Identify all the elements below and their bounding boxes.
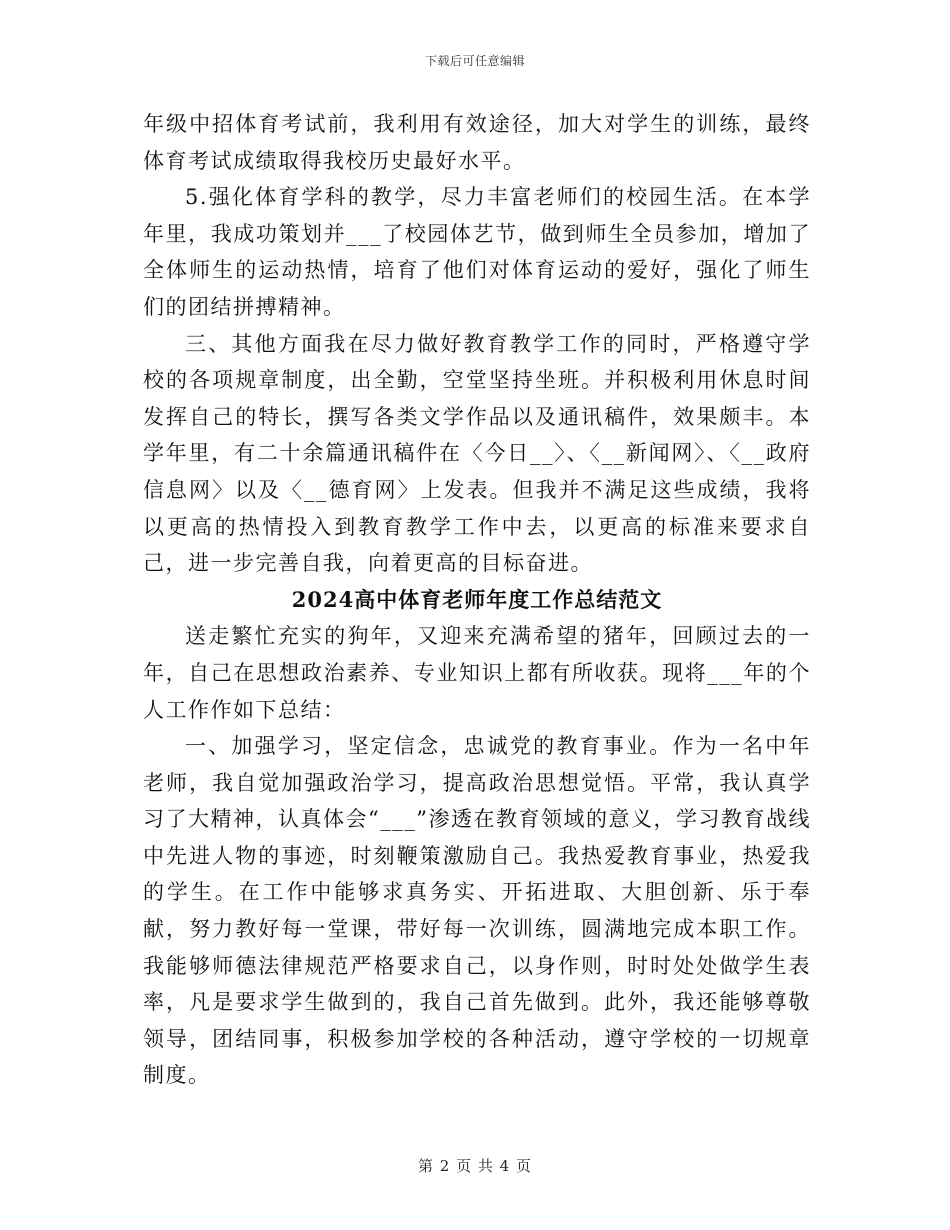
document-title: 2024高中体育老师年度工作总结范文 xyxy=(291,586,663,612)
paragraph-intro: 送走繁忙充实的狗年，又迎来充满希望的猪年，回顾过去的一年，自己在思想政治素养、专业知识上都有所收获。现将___年的个人工作作如下总结： xyxy=(143,624,811,722)
header-note: 下载后可任意编辑 xyxy=(424,54,525,68)
paragraph-continuation: 年级中招体育考试前，我利用有效途径，加大对学生的训练，最终体育考试成绩取得我校历史最好水平。 xyxy=(143,112,811,173)
paragraph-section-3: 三、其他方面我在尽力做好教育教学工作的同时，严格遵守学校的各项规章制度，出全勤，空堂坚持坐班。并积极利用休息时间发挥自己的特长，撰写各类文学作品以及通讯稿件，效果颇丰。本学年里，有二十余篇通讯稿件在〈今日__〉、〈__新闻网〉、〈__政府信息网〉以及〈__德育网〉上发表。但我并不满足这些成绩，我将以更高的热情投入到教育教学工作中去，以更高的标准来要求自己，进一步完善自我，向着更高的目标奋进。 xyxy=(143,331,811,576)
paragraph-section-1: 一、加强学习，坚定信念，忠诚党的教育事业。作为一名中年老师，我自觉加强政治学习，提高政治思想觉悟。平常，我认真学习了大精神，认真体会“___”渗透在教育领域的意义，学习教育战线中先进人物的事迹，时刻鞭策激励自己。我热爱教育事业，热爱我的学生。在工作中能够求真务实、开拓进取、大胆创新、乐于奉献，努力教好每一堂课，带好每一次训练，圆满地完成本职工作。我能够师德法律规范严格要求自己，以身作则，时时处处做学生表率，凡是要求学生做到的，我自己首先做到。此外，我还能够尊敬领导，团结同事，积极参加学校的各种活动，遵守学校的一切规章制度。 xyxy=(143,734,811,1088)
document-body xyxy=(143,106,811,1094)
paragraph-item-5: 5.强化体育学科的教学，尽力丰富老师们的校园生活。在本学年里，我成功策划并___了校园体艺节，做到师生全员参加，增加了全体师生的运动热情，培育了他们对体育运动的爱好，强化了师生们的团结拼搏精神。 xyxy=(143,185,811,319)
page-number: 第 2 页 共 4 页 xyxy=(418,1157,532,1175)
